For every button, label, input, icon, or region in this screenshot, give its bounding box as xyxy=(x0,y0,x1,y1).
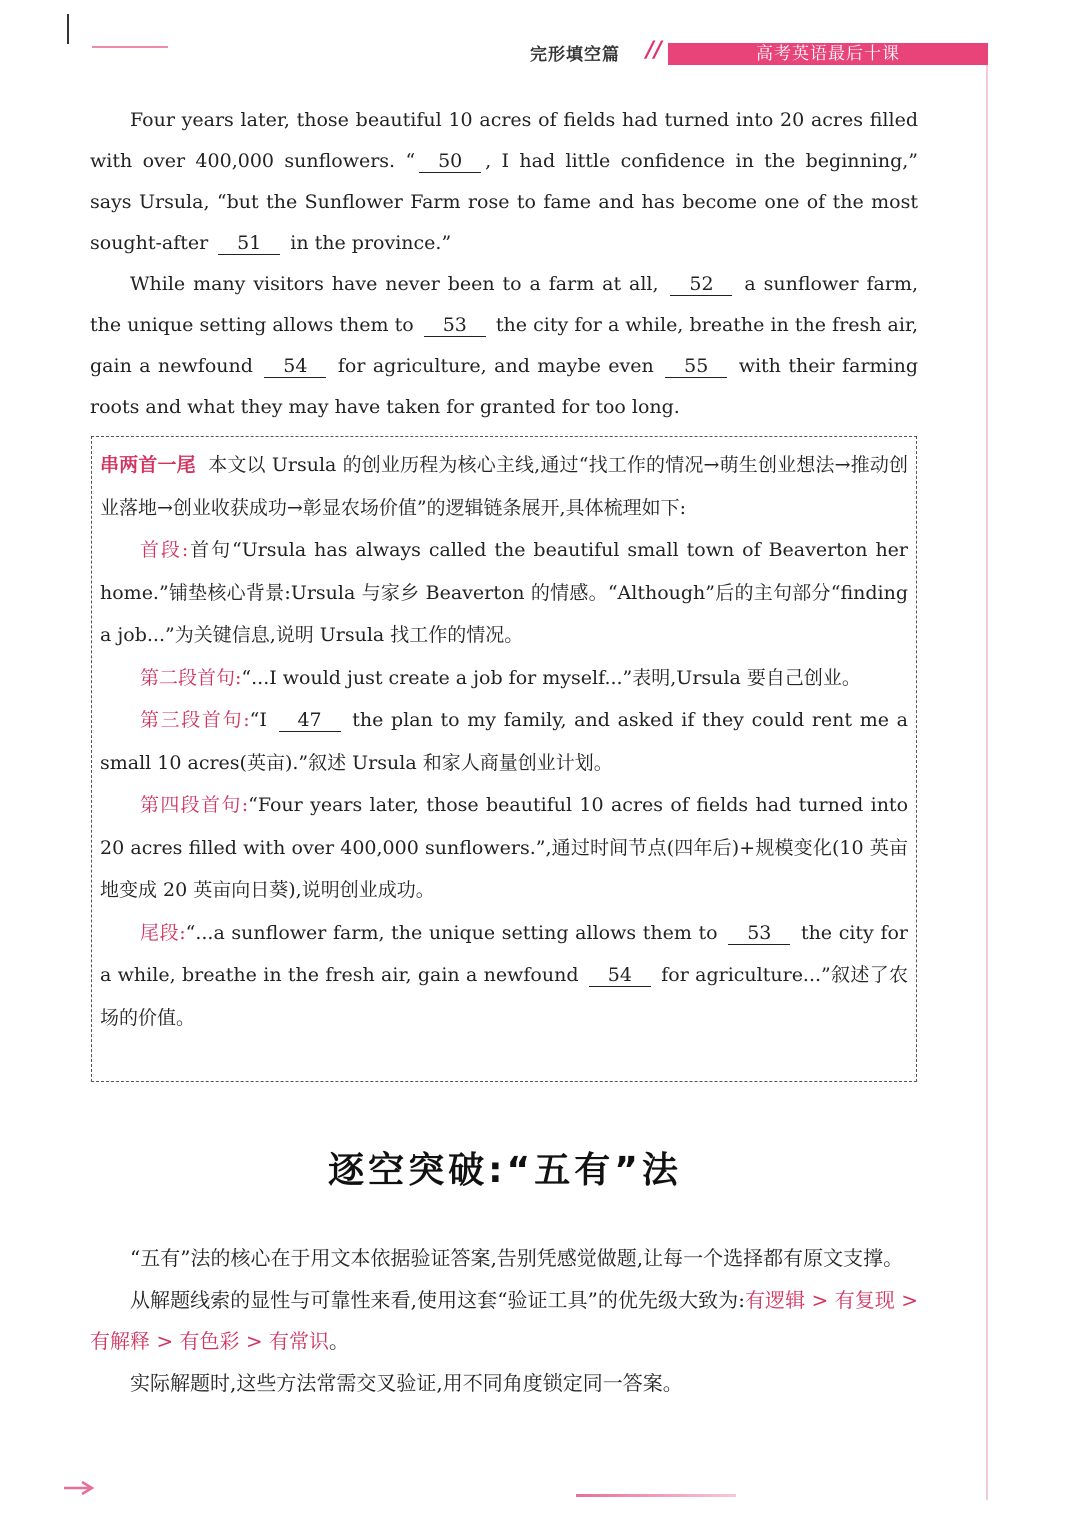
step-text: for agriculture...”叙述了农场的价值。 xyxy=(100,964,908,1029)
passage-text: , I had little confidence in the beginning,” says Ursula, “but the Sunflower Farm rose to fame and has become one of the most sought-after xyxy=(90,150,918,254)
step-text: “Four years later, those beautiful 10 acres of fields had turned into 20 acres filled with over 400,000 sunflowers.”,通过时间节点(四年后)+规模变化(10 英亩地变成 20 英亩向日葵),说明创业成功。 xyxy=(100,794,909,901)
blank-51: 51 xyxy=(218,232,280,255)
passage-paragraph-1 xyxy=(90,100,918,264)
blank-47: 47 xyxy=(279,709,341,732)
blank-50: 50 xyxy=(419,150,481,173)
section-heading: 逐空突破:“五有”法 xyxy=(328,1150,682,1191)
passage-paragraph-2 xyxy=(90,264,918,428)
analysis-step-2 xyxy=(100,657,908,700)
blank-55: 55 xyxy=(665,355,727,378)
blank-53: 53 xyxy=(424,314,486,337)
step-label: 首段: xyxy=(140,539,189,561)
page-edge-right xyxy=(986,60,988,1500)
header-rule-left xyxy=(92,46,168,48)
method-paragraph-2 xyxy=(90,1280,918,1363)
footer-rule xyxy=(576,1494,736,1497)
footer-arrow-icon xyxy=(62,1478,102,1498)
passage-text: with their farming roots and what they may have taken for granted for too long. xyxy=(90,355,919,418)
passage-text: a sunflower farm, the unique setting allows them to xyxy=(90,273,918,336)
method-text: 从解题线索的显性与可靠性来看,使用这套“验证工具”的优先级大致为: xyxy=(130,1287,745,1312)
header-book-title: 高考英语最后十课 xyxy=(668,43,988,65)
blank-52: 52 xyxy=(670,273,732,296)
passage xyxy=(90,100,918,428)
step-text: “...a sunflower farm, the unique setting allows them to xyxy=(185,921,718,944)
step-text: the city for a while, breathe in the fresh air, gain a newfound xyxy=(100,921,908,986)
blank-53-ref: 53 xyxy=(728,922,790,945)
method-paragraph-1: “五有”法的核心在于用文本依据验证答案,告别凭感觉做题,让每一个选择都有原文支撑。 xyxy=(130,1246,904,1270)
step-text: “I xyxy=(249,709,267,731)
analysis-title: 串两首一尾 xyxy=(100,454,196,476)
passage-text: While many visitors have never been to a farm at all, xyxy=(130,273,659,295)
step-label: 第二段首句: xyxy=(140,666,242,689)
analysis-step-3 xyxy=(100,699,908,784)
method-paragraph-3: 实际解题时,这些方法常需交叉验证,用不同角度锁定同一答案。 xyxy=(130,1370,683,1395)
step-label: 尾段: xyxy=(140,921,186,944)
passage-text: the city for a while, breathe in the fresh air, gain a newfound xyxy=(90,314,919,377)
analysis-step-5 xyxy=(100,912,908,1040)
priority-order: 有逻辑 > 有复现 > 有解释 > 有色彩 > 有常识 xyxy=(90,1287,918,1353)
header-section-title: 完形填空篇 xyxy=(530,45,620,65)
analysis-step-1 xyxy=(100,529,908,657)
blank-54-ref: 54 xyxy=(589,964,651,987)
analysis-step-4 xyxy=(100,784,908,912)
method-text: 。 xyxy=(328,1329,349,1353)
analysis-content xyxy=(100,444,908,1039)
passage-text: Four years later, those beautiful 10 acres of fields had turned into 20 acres filled with over 400,000 sunflowers. “ xyxy=(90,109,918,172)
passage-text: for agriculture, and maybe even xyxy=(337,355,654,377)
method-content xyxy=(90,1238,918,1404)
step-text: “...I would just create a job for myself...”表明,Ursula 要自己创业。 xyxy=(241,666,861,689)
step-text: 首句“Ursula has always called the beautiful small town of Beaverton her home.”铺垫核心背景:Ursula 与家乡 Beaverton 的情感。“Although”后的主句部分“finding a job...”为关键信息,说明 Ursula 找工作的情况。 xyxy=(100,539,909,646)
header-slashes: // xyxy=(646,38,663,63)
step-label: 第三段首句: xyxy=(140,709,250,731)
analysis-intro xyxy=(100,444,908,529)
page-edge-left xyxy=(67,14,69,44)
blank-54: 54 xyxy=(264,355,326,378)
step-text: the plan to my family, and asked if they could rent me a small 10 acres(英亩).”叙述 Ursula 和家人商量创业计划。 xyxy=(100,709,908,774)
passage-text: in the province.” xyxy=(290,232,452,254)
step-label: 第四段首句: xyxy=(140,794,249,816)
analysis-intro-text: 本文以 Ursula 的创业历程为核心主线,通过“找工作的情况→萌生创业想法→推动创业落地→创业收获成功→彰显农场价值”的逻辑链条展开,具体梳理如下: xyxy=(100,454,908,519)
